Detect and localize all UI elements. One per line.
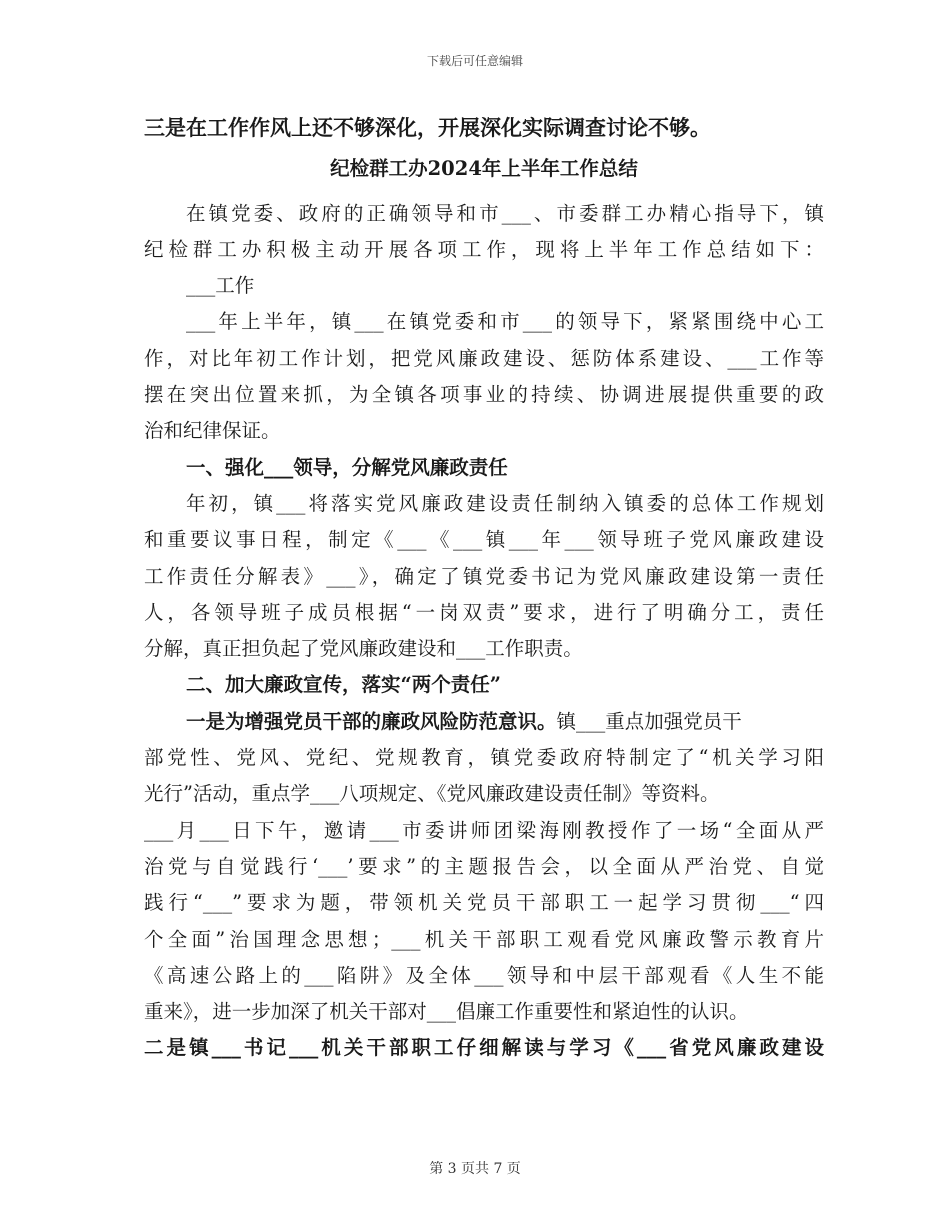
paragraph-line: [144, 704, 824, 740]
paragraph-line: 在镇党委、政府的正确领导和市___、市委群工办精心指导下，镇: [186, 201, 824, 225]
section-heading: 二、加大廉政宣传，落实“两个责任”: [186, 673, 501, 697]
emphasis-lead: 一是为增强党员干部的廉政风险防范意识。: [186, 709, 557, 733]
paragraph-line: 和重要议事日程，制定《___《___镇___年___领导班子党风廉政建设: [144, 528, 824, 552]
paragraph-line: 二是镇___书记___机关干部职工仔细解读与学习《___省党风廉政建设: [144, 1036, 824, 1060]
paragraph-line: 践行“___”要求为题，带领机关党员干部职工一起学习贯彻___“四: [144, 891, 824, 915]
paragraph-line: 个全面”治国理念思想；___机关干部职工观看党风廉政警示教育片: [144, 927, 824, 951]
paragraph-line: 治党与自觉践行‘___’要求”的主题报告会，以全面从严治党、自觉: [144, 854, 824, 878]
page-footer: 第 3 页共 7 页: [429, 1161, 521, 1177]
paragraph-line: 作，对比年初工作计划，把党风廉政建设、惩防体系建设、___工作等: [144, 346, 824, 370]
paragraph-line: 分解，真正担负起了党风廉政建设和___工作职责。: [144, 637, 583, 661]
paragraph-line: 摆在突出位置来抓，为全镇各项事业的持续、协调进展提供重要的政: [144, 383, 824, 407]
paragraph-line: 工作责任分解表》___》，确定了镇党委书记为党风廉政建设第一责任: [144, 564, 824, 588]
paragraph-line: ___月___日下午，邀请___市委讲师团梁海刚教授作了一场“全面从严: [144, 818, 824, 842]
paragraph-line: 纪检群工办积极主动开展各项工作，现将上半年工作总结如下：: [144, 237, 824, 261]
paragraph-line: 重来》，进一步加深了机关干部对___倡廉工作重要性和紧迫性的认识。: [144, 1000, 749, 1024]
paragraph-line: ___年上半年，镇___在镇党委和市___的领导下，紧紧围绕中心工: [186, 310, 824, 334]
paragraph-line: 光行”活动，重点学___八项规定、《党风廉政建设责任制》等资料。: [144, 782, 720, 806]
paragraph-line: 年初，镇___将落实党风廉政建设责任制纳入镇委的总体工作规划: [186, 491, 824, 515]
paragraph-line: 治和纪律保证。: [144, 419, 281, 443]
section-label: ___工作: [186, 274, 255, 298]
paragraph-line: 部党性、党风、党纪、党规教育，镇党委政府特制定了“机关学习阳: [144, 746, 824, 770]
page-header: 下载后可任意编辑: [426, 54, 523, 68]
lead-line: 三是在工作作风上还不够深化，开展深化实际调查讨论不够。: [144, 115, 711, 140]
paragraph-text: 镇___重点加强党员干: [556, 709, 742, 733]
section-heading: 一、强化___领导，分解党风廉政责任: [186, 455, 508, 479]
document-body: [144, 110, 824, 1067]
document-title: 纪检群工办2024年上半年工作总结: [330, 157, 638, 181]
paragraph-line: 《高速公路上的___陷阱》及全体___领导和中层干部观看《人生不能: [144, 963, 824, 987]
paragraph-line: 人，各领导班子成员根据“一岗双责”要求，进行了明确分工，责任: [144, 600, 824, 624]
